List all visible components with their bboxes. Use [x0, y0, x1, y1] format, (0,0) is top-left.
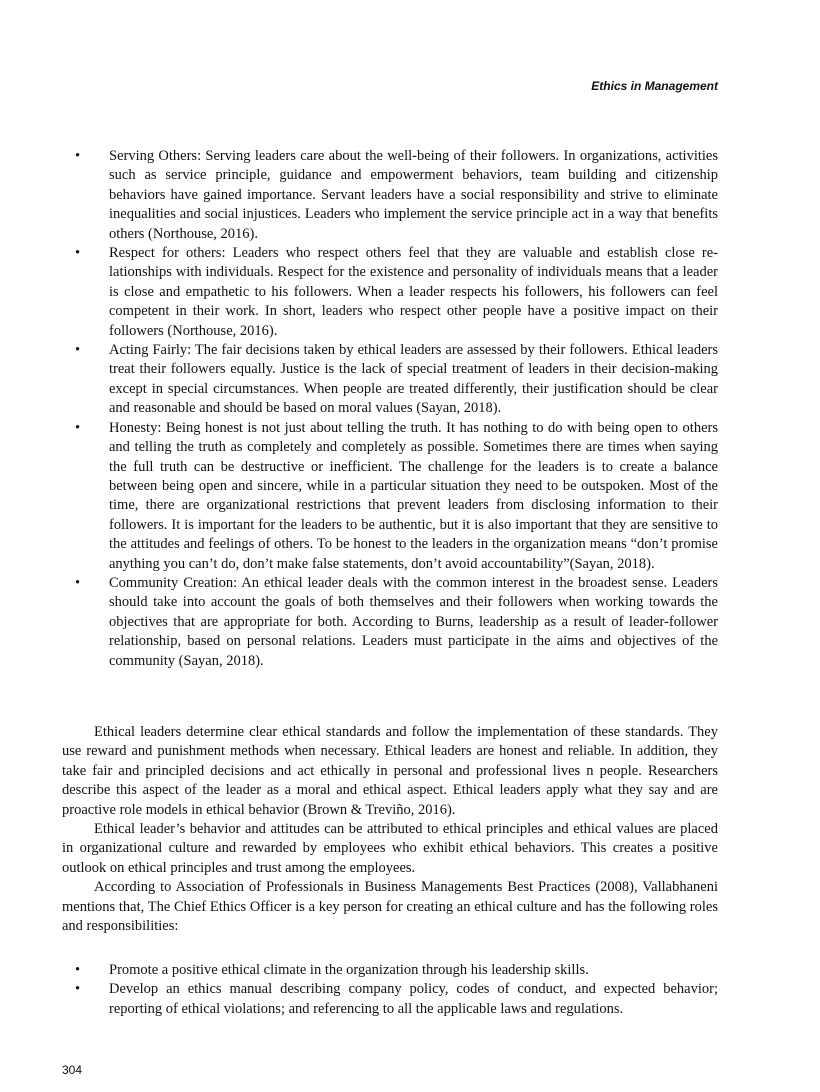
paragraph: Ethical leaders determine clear ethical standards and follow the implementation of these standards. They use reward and punishment methods when necessary. Ethical leaders are honest and reliable. In addition, they take fair and principled decisions and act ethically in personal and professional lives n people. Researchers describe this aspect of the leader as a moral and ethical aspect. Ethical leaders apply what they say and are proactive role models in ethical behavior (Brown & Treviño, 2016).: [62, 724, 718, 818]
bullet-icon: •: [75, 981, 81, 998]
bullet-icon: •: [75, 419, 81, 436]
list-item: • Promote a positive ethical climate in the organization through his leadership skills.: [62, 961, 718, 980]
paragraph: According to Association of Professionals in Business Managements Best Practices (2008), Vallabhaneni mentions that, The Chief Ethics Officer is a key person for creating an ethical culture and has the following roles and responsibilities:: [62, 879, 718, 935]
bullet-list-ethics-officer-roles: [62, 961, 718, 1019]
page-number: 304: [62, 1063, 83, 1077]
bullet-icon: •: [75, 342, 81, 359]
list-item: • Community Creation: An ethical leader deals with the common interest in the broadest sense. Leaders should take into account the goals of both themselves and their followers when working towards the objectives that are appropriate for both. According to Burns, leadership as a result of leader-follower relationship, based on personal relations. Leaders must participate in the aims and objectives of the community (Sayan, 2018).: [75, 574, 718, 669]
list-item: • Serving Others: Serving leaders care about the well-being of their followers. In organizations, activities such as service principle, guidance and empowerment behaviors, team building and citizenship behaviors have gained importance. Servant leaders have a social responsibility and strive to eliminate inequalities and social injustices. Leaders who implement the service principle act in a way that benefits others (Northouse, 2016).: [75, 148, 718, 242]
paragraph: Ethical leader’s behavior and attitudes can be attributed to ethical principles and ethical values are placed in organizational culture and rewarded by employees who exhibit ethical behaviors. This creates a positive outlook on ethical principles and trust among the employees.: [62, 821, 718, 876]
bullet-icon: •: [75, 574, 81, 591]
bullet-icon: •: [75, 245, 81, 262]
bullet-icon: •: [75, 962, 81, 978]
bullet-icon: •: [75, 148, 81, 164]
list-item: • Acting Fairly: The fair decisions taken by ethical leaders are assessed by their followers. Ethical leaders treat their followers equally. Justice is the lack of special treatment of leaders in their decision-making except in special circumstances. When people are treated differently, their justification should be clear and reasonable and should be based on moral values (Sayan, 2018).: [75, 342, 718, 417]
running-header: Ethics in Management: [591, 79, 718, 93]
body-paragraphs: [62, 723, 718, 936]
bullet-list-ethical-leader-traits: [62, 147, 718, 671]
list-item: • Respect for others: Leaders who respect others feel that they are valuable and establish close relationships with individuals. Respect for the existence and personality of individuals means that a leader is close and empathetic to his followers. When a leader respects his followers, his followers can feel competent in their work. In short, leaders who respect other people have a positive impact on their followers (Northouse, 2016).: [75, 245, 718, 339]
list-item: • Honesty: Being honest is not just about telling the truth. It has nothing to do with being open to others and telling the truth as completely and completely as possible. Sometimes there are times when saying the full truth can be destructive or inefficient. The challenge for the leaders is to create a balance between being open and sincere, while in a particular situation they need to be outspoken. Most of the time, there are organizational restrictions that prevent leaders from disclosing information to their followers. It is important for the leaders to be authentic, but it is also important that they are sensitive to the attitudes and feelings of others. To be honest to the leaders in the organization means “don’t promise anything you can’t do, don’t make false statements, don’t avoid accountability”(Sayan, 2018).: [75, 419, 718, 572]
list-item: • Develop an ethics manual describing company policy, codes of conduct, and expected behavior; reporting of ethical violations; and referencing to all the applicable laws and regulations.: [75, 981, 718, 1017]
